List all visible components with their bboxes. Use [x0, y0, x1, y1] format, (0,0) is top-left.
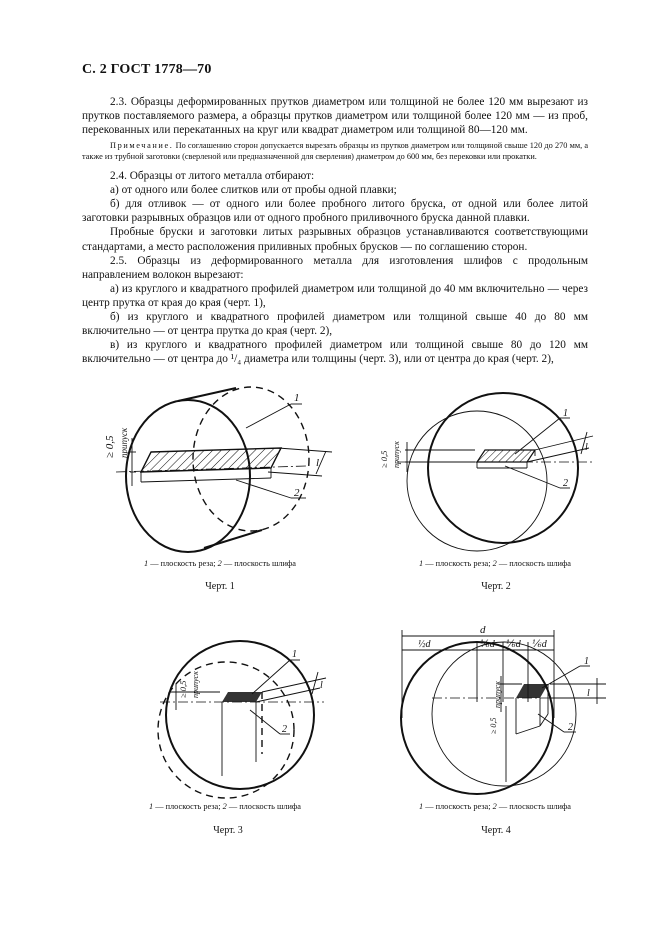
- figure-1-legend-n1: 1: [143, 559, 149, 568]
- figure-4-legend-t2: — плоскость шлифа: [496, 802, 571, 811]
- figure-4-legend-n2: 2: [492, 802, 497, 811]
- figure-3-leader-1: [252, 660, 290, 694]
- figure-4-l-label: l: [587, 688, 590, 699]
- figure-2-legend-t2: — плоскость шлифа: [496, 559, 571, 568]
- figure-1-l-label: l: [316, 457, 320, 469]
- figure-1-leader-2: [236, 480, 291, 498]
- note-lead: Примечание.: [110, 141, 174, 151]
- figure-4-callout-1: 1: [584, 656, 589, 667]
- figure-1-legend-t1: — плоскость реза;: [148, 559, 218, 568]
- paragraph-sample-bars: Пробные бруски и заготовки литых разрывных образцов устанавливаются соответствующими стандартами, а место расположения приливных пробных брусков — по соглашению сторон.: [82, 226, 588, 253]
- figure-4-legend-t1: — плоскость реза;: [423, 802, 493, 811]
- figure-2-legend-t1: — плоскость реза;: [423, 559, 493, 568]
- figure-4-d-label: d: [480, 624, 486, 636]
- figure-4-half-d-label: ½d: [418, 639, 431, 650]
- figure-1-caption: Черт. 1: [205, 581, 235, 592]
- figure-4-caption: Черт. 4: [481, 825, 511, 836]
- page-header: С. 2 ГОСТ 1778—70: [82, 62, 212, 77]
- figure-2-l-label: l: [585, 442, 588, 453]
- figure-3-legend-t2: — плоскость шлифа: [226, 802, 301, 811]
- paragraph-2-4-a: а) от одного или более слитков или от пробы одной плавки;: [110, 184, 397, 197]
- figure-3-allowance-word: припуск: [191, 671, 200, 698]
- figure-1-callout-2: 2: [294, 487, 300, 499]
- figure-3-legend-t1: — плоскость реза;: [153, 802, 223, 811]
- figure-2-allowance-label: ≥ 0,5: [379, 450, 389, 468]
- figure-1-svg: [96, 380, 336, 555]
- figure-1-allowance-label: ≥ 0,5: [104, 435, 116, 458]
- figure-1-drawing: [96, 380, 336, 555]
- figure-3-legend: [75, 802, 375, 811]
- figure-3-l-label: l: [320, 680, 323, 691]
- figure-2-caption: Черт. 2: [481, 581, 511, 592]
- figure-2-callout-2: 2: [563, 478, 568, 489]
- figure-2-cut-plane: [477, 450, 535, 462]
- body-text: [82, 95, 588, 366]
- figure-4-sixth-d-label-2: ⅙d: [506, 639, 521, 650]
- figure-3-cut-plane: [222, 692, 262, 702]
- figure-1-leader-1: [246, 404, 291, 428]
- paragraph-2-5: 2.5. Образцы из деформированного металла для изготовления шлифов с продольным направлением волокон вырезают:: [82, 254, 588, 281]
- figure-3-legend-n2: 2: [222, 802, 227, 811]
- figure-1-callout-1: 1: [294, 392, 300, 404]
- figure-3-leader-2: [250, 710, 280, 734]
- figure-1-legend: [70, 559, 370, 568]
- figure-4-allowance-label: ≥ 0,5: [489, 717, 498, 734]
- note: [82, 141, 588, 162]
- figure-4-drawing: [392, 622, 622, 802]
- figure-1-cut-plane: [141, 448, 281, 472]
- figure-2-legend-n2: 2: [492, 559, 497, 568]
- figure-2-leader-1: [515, 418, 560, 454]
- figure-2-drawing: [375, 380, 605, 555]
- figure-2-callout-1: 1: [563, 408, 568, 419]
- figure-4-legend: [345, 802, 645, 811]
- paragraph-2-5-b: б) из круглого и квадратного профилей диаметром или толщиной свыше 40 до 80 мм включительно — от центра прутка до края (черт. 2),: [82, 311, 588, 338]
- figure-3-svg: [140, 630, 340, 800]
- note-text: По соглашению сторон допускается вырезать образцы из прутков диаметром или толщиной свыше 120 до 270 мм, а также из трубной заготовки (сверленой или предназначенной для сверления) диаметром до 600 мм, без перековки или прокатки.: [82, 141, 588, 161]
- figure-4-callout-2: 2: [568, 722, 573, 733]
- figure-2-legend-n1: 1: [418, 559, 424, 568]
- figure-4-svg: [392, 622, 622, 802]
- figure-2-legend: [345, 559, 645, 568]
- paragraph-2-3: 2.3. Образцы деформированных прутков диаметром или толщиной не более 120 мм вырезают из прутков поставляемого размера, а образцы прутков диаметром или толщиной более 120 мм — из проб, перекованных или перекатанных на круг или квадрат диаметром или толщиной 80—120 мм.: [82, 96, 588, 137]
- figure-3-callout-1: 1: [292, 649, 297, 660]
- figure-2-leader-2: [505, 466, 560, 488]
- paragraph-2-4-b: б) для отливок — от одного или более пробного литого бруска, от одной или более литой заготовки разрывных образцов или от одного пробного приливочного бруска данной плавки.: [82, 198, 588, 225]
- figure-4-allowance-word: припуск: [493, 681, 502, 708]
- figure-1-legend-t2: — плоскость шлифа: [221, 559, 296, 568]
- figure-4-sixth-d-label-1: ⅙d: [480, 639, 495, 650]
- paragraph-2-5-v: в) из круглого и квадратного профилей диаметром или толщиной свыше 80 до 120 мм включительно — от центра до ¹/₄ диаметра или толщины (черт. 3), или от центра до края (черт. 2),: [82, 339, 588, 366]
- paragraph-2-5-a: а) из круглого и квадратного профилей диаметром или толщиной до 40 мм включительно — через центр прутка от края до края (черт. 1),: [82, 282, 588, 309]
- figure-3-legend-n1: 1: [148, 802, 154, 811]
- figure-1-allowance-word: припуск: [119, 427, 129, 458]
- figure-3-allowance-label: ≥ 0,5: [178, 680, 188, 698]
- paragraph-2-4: 2.4. Образцы от литого металла отбирают:: [110, 170, 315, 183]
- figure-4-cut-plane: [516, 684, 548, 698]
- figure-1-legend-n2: 2: [217, 559, 222, 568]
- figure-2-svg: [375, 380, 605, 555]
- figure-4-legend-n1: 1: [418, 802, 424, 811]
- figure-3-caption: Черт. 3: [213, 825, 243, 836]
- figure-2-allowance-word: припуск: [392, 441, 401, 468]
- figure-3-drawing: [140, 630, 340, 800]
- figure-4-sixth-d-label-3: ⅙d: [532, 639, 547, 650]
- figure-3-callout-2: 2: [282, 724, 287, 735]
